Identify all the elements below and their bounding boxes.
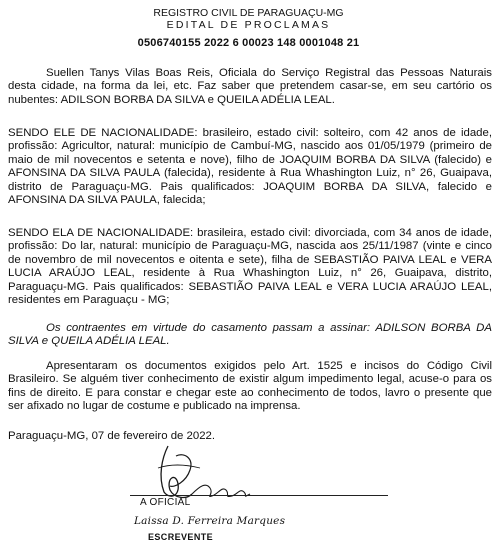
signature-block	[130, 438, 390, 546]
signature-line	[130, 495, 388, 496]
clerk-role: ESCREVENTE	[148, 532, 214, 542]
documents-paragraph	[8, 360, 492, 414]
intro-text: Suellen Tanys Vilas Boas Reis, Oficiala do Serviço Registral das Pessoas Naturais desta cidade, na forma da lei, etc. Faz saber que pretendem casar-se, em seu cartório os nubentes: ADILSON BORBA DA SILVA e QUEILA ADÉLIA LEAL.	[8, 67, 492, 106]
date-line: Paraguaçu-MG, 07 de fevereiro de 2022.	[8, 430, 216, 442]
clerk-name: Laissa D. Ferreira Marques	[134, 515, 286, 527]
signing-paragraph	[8, 322, 492, 349]
documents-text: Apresentaram os documentos exigidos pelo Art. 1525 e incisos do Código Civil Brasileiro. Se alguém tiver conhecimento de existir algum impedimento legal, acuse-o para os fins de direito. E para constar e chegar este ao conhecimento de todos, lavro o presente que ser afixado no lugar de costume e publicado na imprensa.	[8, 360, 492, 413]
header-title: REGISTRO CIVIL DE PARAGUAÇU-MG	[153, 7, 344, 19]
registration-code: 0506740155 2022 6 00023 148 0001048 21	[137, 37, 360, 49]
groom-paragraph	[8, 127, 492, 207]
bride-text: SENDO ELA DE NACIONALIDADE: brasileira, estado civil: divorciada, com 34 anos de idade, profissão: Do lar, natural: município de Paraguaçu-MG, nascida aos 25/11/1987 (vinte e cinco de novembro de mil novecentos e oitenta e sete), filha de SEBASTIÃO PAIVA LEAL e VERA LUCIA ARAÚJO LEAL, residente à Rua Whashington Luiz, n° 26, Guaipava, distrito, Paraguaçu-MG. Pais qualificados: SEBASTIÃO PAIVA LEAL e VERA LUCIA ARAÚJO LEAL, residentes em Paraguaçu - MG;	[8, 227, 492, 307]
officer-label: A OFICIAL	[140, 497, 191, 508]
signing-text: Os contraentes em virtude do casamento passam a assinar: ADILSON BORBA DA SILVA e QUEILA ADÉLIA LEAL.	[8, 322, 492, 348]
bride-paragraph	[8, 227, 492, 307]
intro-paragraph	[8, 67, 492, 107]
header-subtitle: EDITAL DE PROCLAMAS	[166, 19, 331, 31]
groom-text: SENDO ELE DE NACIONALIDADE: brasileiro, estado civil: solteiro, com 42 anos de idade, profissão: Agricultor, natural: município de Cambuí-MG, nascido aos 01/05/1979 (primeiro de maio de mil novecentos e setenta e nove), filho de JOAQUIM BORBA DA SILVA (falecido) e AFONSINA DA SILVA PAULA (falecida), residente à Rua Whashington Luiz, n° 26, Guaipava, distrito de Paraguaçu-MG. Pais qualificados: JOAQUIM BORBA DA SILVA, falecido e AFONSINA DA SILVA PAULA, falecida;	[8, 127, 492, 207]
